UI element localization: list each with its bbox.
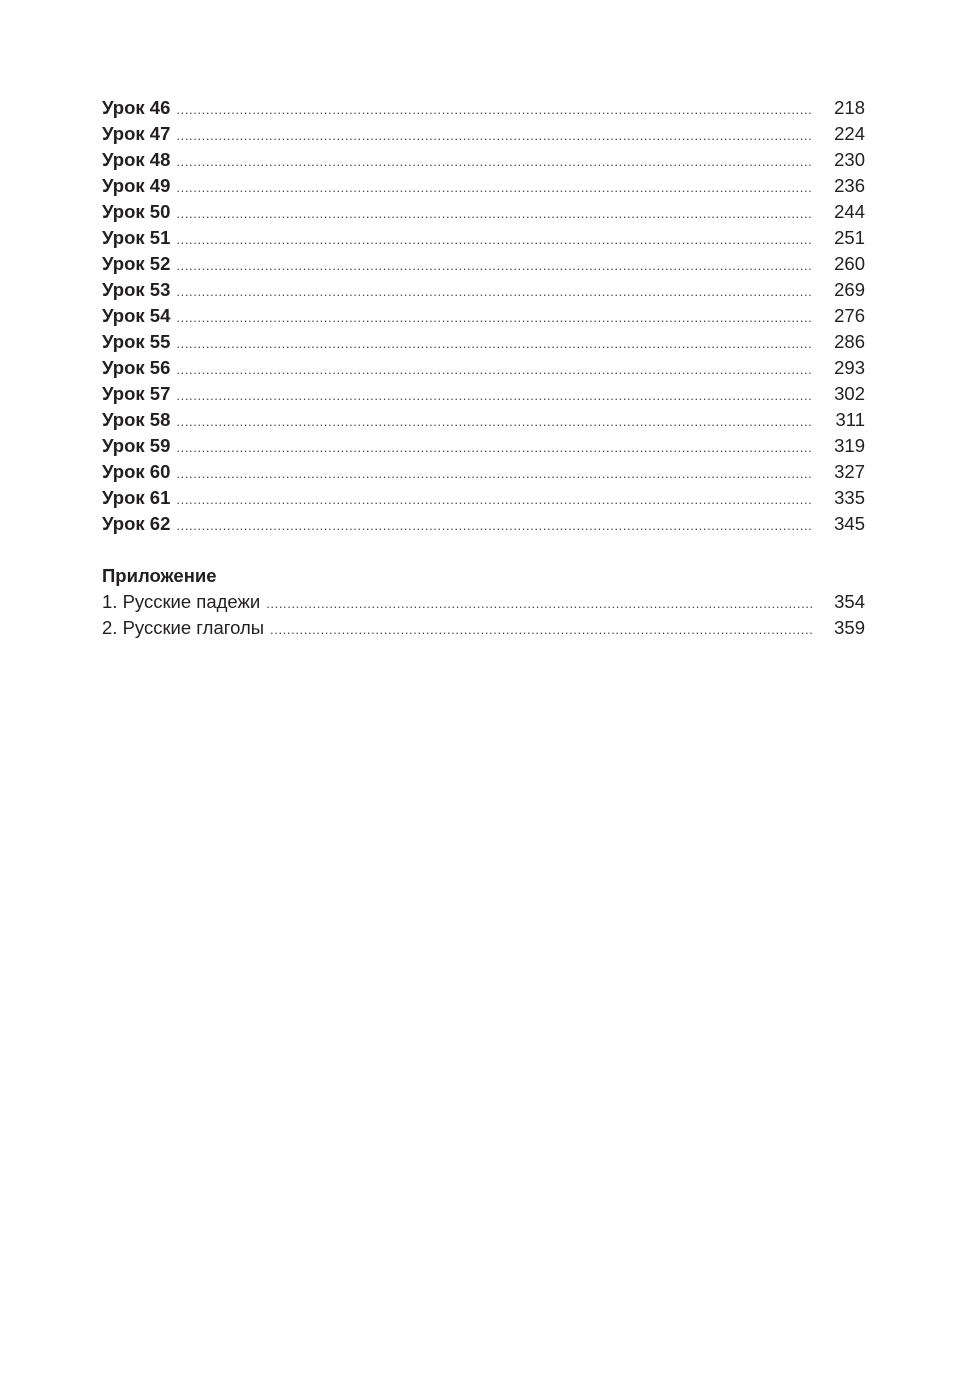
dot-leader — [176, 383, 813, 409]
dot-leader — [176, 175, 813, 201]
dot-leader — [176, 227, 813, 253]
dot-leader — [176, 331, 813, 357]
toc-entry-lesson-52[interactable] — [102, 251, 865, 277]
toc-entry-page: 311 — [835, 409, 865, 430]
toc-entry-lesson-62[interactable] — [102, 511, 865, 537]
toc-entry-appendix-cases[interactable] — [102, 589, 865, 615]
toc-entry-title: Урок 52 — [102, 253, 171, 274]
toc-entry-lesson-48[interactable] — [102, 147, 865, 173]
toc-entry-lesson-59[interactable] — [102, 433, 865, 459]
toc-entry-title: Урок 61 — [102, 487, 171, 508]
toc-entry-title: 2. Русские глаголы — [102, 617, 265, 638]
toc-entry-title: Урок 47 — [102, 123, 171, 144]
toc-entry-title: Урок 48 — [102, 149, 171, 170]
toc-entry-lesson-58[interactable] — [102, 407, 865, 433]
toc-entry-page: 359 — [834, 617, 865, 638]
dot-leader — [176, 123, 813, 149]
dot-leader — [270, 617, 813, 643]
dot-leader — [176, 487, 813, 513]
toc-entry-title: Урок 62 — [102, 513, 171, 534]
toc-entry-lesson-60[interactable] — [102, 459, 865, 485]
toc-entry-title: Урок 50 — [102, 201, 171, 222]
toc-entry-title: Урок 58 — [102, 409, 171, 430]
toc-entry-title: Урок 57 — [102, 383, 171, 404]
lesson-list — [102, 95, 865, 537]
dot-leader — [176, 435, 813, 461]
toc-entry-page: 251 — [834, 227, 865, 248]
toc-entry-lesson-55[interactable] — [102, 329, 865, 355]
toc-entry-lesson-61[interactable] — [102, 485, 865, 511]
dot-leader — [176, 253, 813, 279]
toc-entry-lesson-57[interactable] — [102, 381, 865, 407]
toc-entry-page: 244 — [834, 201, 865, 222]
toc-entry-title: Урок 56 — [102, 357, 171, 378]
appendix-section — [102, 563, 865, 641]
toc-entry-page: 319 — [834, 435, 865, 456]
dot-leader — [266, 591, 813, 617]
toc-entry-title: Урок 60 — [102, 461, 171, 482]
toc-entry-title: Урок 49 — [102, 175, 171, 196]
dot-leader — [176, 279, 813, 305]
toc-entry-page: 276 — [834, 305, 865, 326]
toc-entry-page: 345 — [834, 513, 865, 534]
dot-leader — [176, 461, 813, 487]
dot-leader — [176, 409, 813, 435]
toc-entry-page: 354 — [834, 591, 865, 612]
toc-entry-lesson-56[interactable] — [102, 355, 865, 381]
dot-leader — [176, 305, 813, 331]
toc-entry-lesson-53[interactable] — [102, 277, 865, 303]
toc-entry-page: 286 — [834, 331, 865, 352]
toc-entry-lesson-49[interactable] — [102, 173, 865, 199]
dot-leader — [176, 201, 813, 227]
toc-entry-title: Урок 54 — [102, 305, 171, 326]
toc-entry-lesson-46[interactable] — [102, 95, 865, 121]
toc-entry-lesson-47[interactable] — [102, 121, 865, 147]
toc-entry-page: 218 — [834, 97, 865, 118]
toc-entry-lesson-50[interactable] — [102, 199, 865, 225]
toc-entry-page: 260 — [834, 253, 865, 274]
toc-entry-title: Урок 59 — [102, 435, 171, 456]
appendix-list — [102, 589, 865, 641]
toc-entry-page: 236 — [834, 175, 865, 196]
toc-entry-page: 269 — [834, 279, 865, 300]
dot-leader — [176, 97, 813, 123]
appendix-heading: Приложение — [102, 565, 217, 586]
toc-entry-title: 1. Русские падежи — [102, 591, 261, 612]
toc-entry-page: 335 — [834, 487, 865, 508]
toc-entry-page: 230 — [834, 149, 865, 170]
toc-entry-page: 293 — [834, 357, 865, 378]
toc-entry-page: 327 — [834, 461, 865, 482]
toc-entry-appendix-verbs[interactable] — [102, 615, 865, 641]
toc-entry-lesson-51[interactable] — [102, 225, 865, 251]
dot-leader — [176, 149, 813, 175]
table-of-contents — [102, 95, 865, 641]
toc-entry-lesson-54[interactable] — [102, 303, 865, 329]
toc-entry-title: Урок 55 — [102, 331, 171, 352]
toc-entry-title: Урок 46 — [102, 97, 171, 118]
toc-entry-title: Урок 53 — [102, 279, 171, 300]
dot-leader — [176, 513, 813, 539]
toc-entry-title: Урок 51 — [102, 227, 171, 248]
dot-leader — [176, 357, 813, 383]
toc-entry-page: 302 — [834, 383, 865, 404]
toc-entry-page: 224 — [834, 123, 865, 144]
